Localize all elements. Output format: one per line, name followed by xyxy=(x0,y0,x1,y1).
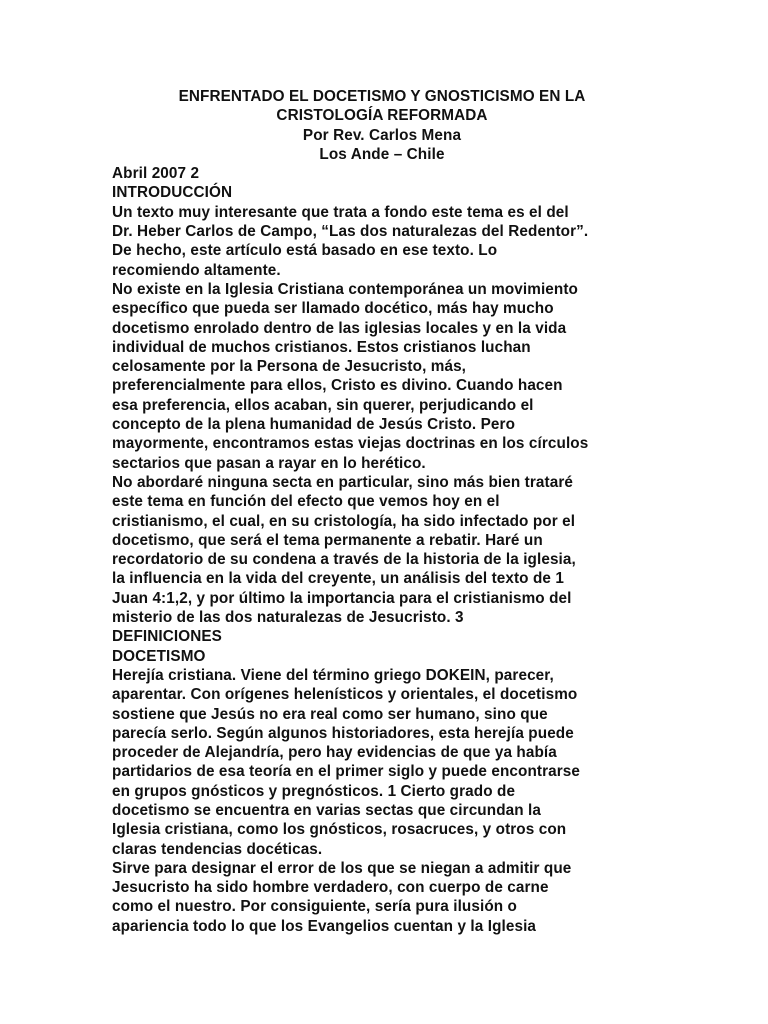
document-title-line-2: CRISTOLOGÍA REFORMADA xyxy=(276,107,488,125)
body-text-line: claras tendencias docéticas. xyxy=(112,840,323,858)
body-text-line: Sirve para designar el error de los que se niegan a admitir que xyxy=(112,859,572,877)
body-text-line: individual de muchos cristianos. Estos cristianos luchan xyxy=(112,338,531,356)
body-text-line: Herejía cristiana. Viene del término griego DOKEIN, parecer, xyxy=(112,666,554,684)
body-text-line: docetismo, que será el tema permanente a rebatir. Haré un xyxy=(112,531,543,549)
body-text-line: sectarios que pasan a rayar en lo herético. xyxy=(112,454,426,472)
body-text-line: celosamente por la Persona de Jesucristo, más, xyxy=(112,358,467,376)
body-text-line: este tema en función del efecto que vemos hoy en el xyxy=(112,493,500,511)
document-title-line-1: ENFRENTADO EL DOCETISMO Y GNOSTICISMO EN LA xyxy=(178,88,586,105)
body-text-line: cristianismo, el cual, en su cristología, ha sido infectado por el xyxy=(112,512,576,530)
body-text-line: como el nuestro. Por consiguiente, sería pura ilusión o xyxy=(112,898,517,916)
body-text-line: No existe en la Iglesia Cristiana contemporánea un movimiento xyxy=(112,280,578,298)
heading-introduccion: INTRODUCCIÓN xyxy=(112,184,233,202)
document-title-block xyxy=(112,87,652,164)
body-text-line: mayormente, encontramos estas viejas doctrinas en los círculos xyxy=(112,435,589,453)
document-author-line: Por Rev. Carlos Mena xyxy=(302,126,462,144)
body-text-line: esa preferencia, ellos acaban, sin querer, perjudicando el xyxy=(112,396,534,414)
body-text-line: De hecho, este artículo está basado en ese texto. Lo xyxy=(112,242,498,260)
body-text-line: en grupos gnósticos y pregnósticos. 1 Cierto grado de xyxy=(112,782,516,800)
document-page xyxy=(112,87,652,936)
body-text-line: partidarios de esa teoría en el primer siglo y puede encontrarse xyxy=(112,763,581,781)
body-text-line: apariencia todo lo que los Evangelios cuentan y la Iglesia xyxy=(112,917,537,935)
body-text-line: Dr. Heber Carlos de Campo, “Las dos naturalezas del Redentor”. xyxy=(112,223,589,241)
body-text-line: la influencia en la vida del creyente, un análisis del texto de 1 xyxy=(112,570,564,588)
body-text-line: Jesucristo ha sido hombre verdadero, con cuerpo de carne xyxy=(112,879,549,897)
document-location-line: Los Ande – Chile xyxy=(319,145,445,163)
body-text-line: proceder de Alejandría, pero hay evidencias de que ya había xyxy=(112,744,557,762)
body-text-line: docetismo enrolado dentro de las iglesias locales y en la vida xyxy=(112,319,567,337)
body-text-line: Iglesia cristiana, como los gnósticos, rosacruces, y otros con xyxy=(112,821,567,839)
body-text-line: Un texto muy interesante que trata a fondo este tema es el del xyxy=(112,203,569,221)
body-text-line: recordatorio de su condena a través de la historia de la iglesia, xyxy=(112,551,576,569)
body-text-line: sostiene que Jesús no era real como ser humano, sino que xyxy=(112,705,548,723)
document-date-line: Abril 2007 2 xyxy=(112,165,200,183)
body-text-line: parecía serlo. Según algunos historiadores, esta herejía puede xyxy=(112,724,574,742)
body-text-line: aparentar. Con orígenes helenísticos y orientales, el docetismo xyxy=(112,686,578,704)
body-text-line: No abordaré ninguna secta en particular, sino más bien trataré xyxy=(112,473,573,491)
body-text-line: preferencialmente para ellos, Cristo es divino. Cuando hacen xyxy=(112,377,563,395)
body-text-line: recomiendo altamente. xyxy=(112,261,281,279)
document-body xyxy=(112,164,652,936)
body-text-line: docetismo se encuentra en varias sectas que circundan la xyxy=(112,801,541,819)
body-text-line: concepto de la plena humanidad de Jesús Cristo. Pero xyxy=(112,416,516,434)
heading-docetismo: DOCETISMO xyxy=(112,647,206,665)
body-text-line: Juan 4:1,2, y por último la importancia para el cristianismo del xyxy=(112,589,572,607)
body-text-line: misterio de las dos naturalezas de Jesucristo. 3 xyxy=(112,609,464,627)
heading-definiciones: DEFINICIONES xyxy=(112,628,222,646)
body-text-line: específico que pueda ser llamado docético, más hay mucho xyxy=(112,300,554,318)
